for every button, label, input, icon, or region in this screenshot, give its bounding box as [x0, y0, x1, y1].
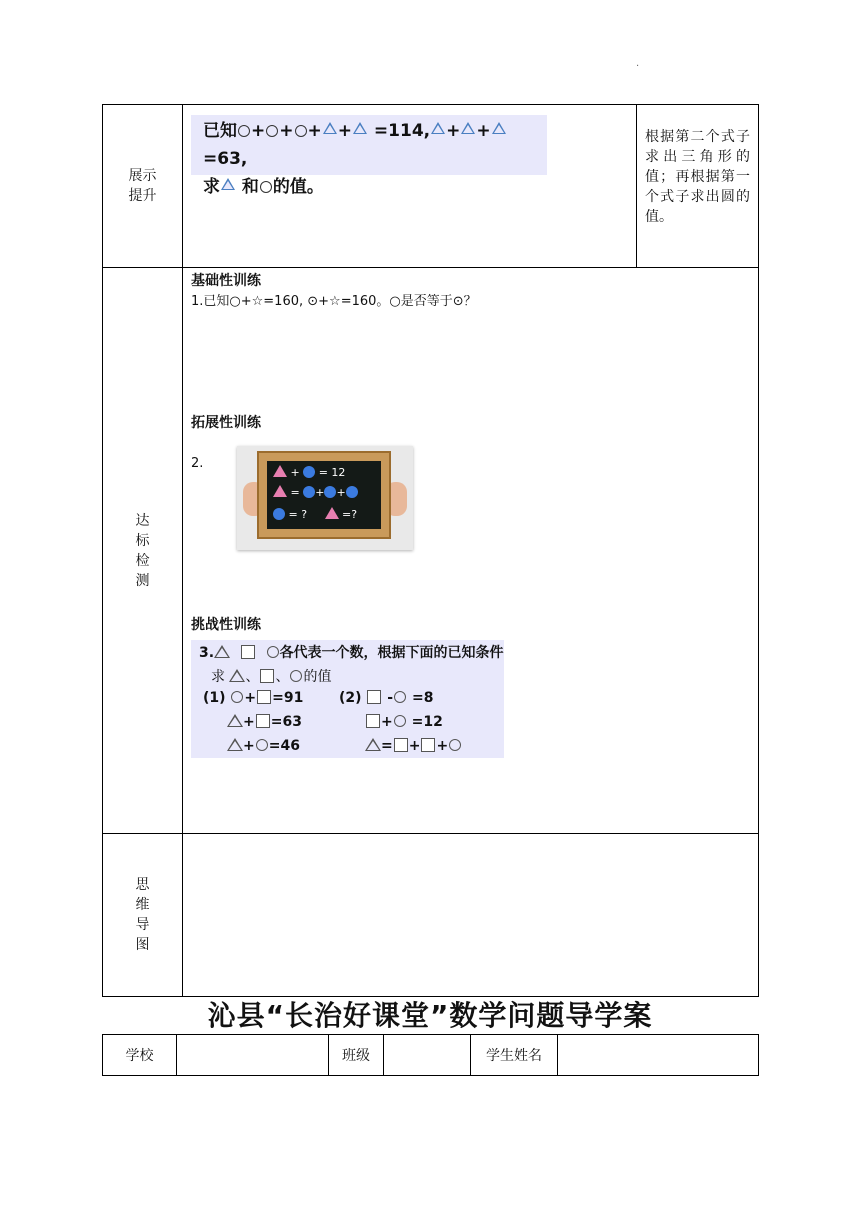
triangle-icon [227, 738, 243, 751]
triangle-icon [365, 738, 381, 751]
triangle-icon [323, 122, 337, 134]
q3-eq-2: + =63 [227, 714, 302, 730]
circle-icon [260, 181, 272, 193]
blue-circle-icon [346, 486, 358, 498]
chalkboard [267, 461, 381, 529]
row-check-label-cell [103, 268, 183, 834]
circle-icon [267, 646, 279, 658]
triangle-icon [461, 122, 475, 134]
hint-text: 根据第二个式子求出三角形的值；再根据第一个式子求出圆的值。 [645, 129, 750, 225]
q3-eq-3: + =46 [227, 738, 300, 754]
chalkboard-image [237, 446, 413, 550]
row-mind-label-cell [103, 834, 183, 997]
q3-eq-6: = + + [365, 738, 462, 754]
circle-icon [295, 125, 307, 137]
lesson-table [102, 104, 759, 997]
row-check-content [183, 268, 759, 834]
basic-training-title: 基础性训练 [191, 273, 261, 289]
question-1: 1.已知○+☆=160, ⊙+☆=160。○是否等于⊙？ [191, 294, 477, 309]
q3-eq-5: + =12 [365, 714, 443, 730]
row-show-content [183, 105, 637, 268]
square-icon [256, 714, 270, 728]
row-show [103, 105, 759, 268]
circle-icon [266, 125, 278, 137]
student-info-table [102, 1034, 759, 1076]
circle-icon [449, 739, 461, 751]
chalkboard-frame [257, 451, 391, 539]
problem-box-challenge [191, 640, 504, 758]
blue-circle-icon [303, 486, 315, 498]
challenge-training-title: 挑战性训练 [191, 617, 261, 633]
square-icon [394, 738, 408, 752]
triangle-icon [229, 669, 245, 682]
square-icon [260, 669, 274, 683]
triangle-icon [214, 645, 230, 658]
student-name-label: 学生姓名 [471, 1035, 558, 1076]
pink-triangle-icon [325, 507, 339, 519]
square-icon [366, 714, 380, 728]
circle-icon [290, 670, 302, 682]
triangle-icon [227, 714, 243, 727]
board-line-2: = + + [273, 485, 358, 499]
class-field[interactable] [384, 1035, 471, 1076]
circle-icon [238, 125, 250, 137]
q3-eq-1: (1) + =91 [203, 690, 304, 706]
square-icon [257, 690, 271, 704]
q3-line-2: 求 、 、 的值 [211, 669, 332, 685]
pink-triangle-icon [273, 465, 287, 477]
square-icon [241, 645, 255, 659]
triangle-icon [353, 122, 367, 134]
square-icon [367, 690, 381, 704]
row-mind [103, 834, 759, 997]
header-mark: . [636, 58, 640, 69]
school-label: 学校 [103, 1035, 177, 1076]
row-check-label: 达标检测 [135, 512, 150, 589]
circle-icon [256, 739, 268, 751]
row-show-label: 展示提升 [128, 168, 157, 204]
board-line-1: + = 12 [273, 465, 345, 479]
problem-line-2 [203, 173, 535, 201]
problem-line-1: 已知 + + + + =114, + +=63, [203, 117, 535, 173]
class-label: 班级 [329, 1035, 384, 1076]
circle-icon [394, 715, 406, 727]
row-mind-content [183, 834, 759, 997]
tail-text: 的值。 [272, 177, 324, 197]
eq1-value: =114, [373, 121, 431, 141]
question-2-number: 2. [191, 456, 204, 471]
circle-icon [231, 691, 243, 703]
triangle-icon [431, 122, 445, 134]
triangle-icon [221, 178, 235, 190]
blue-circle-icon [273, 508, 285, 520]
problem-known-text: 已知 [203, 121, 237, 141]
square-icon [421, 738, 435, 752]
and-text: 和 [241, 177, 259, 197]
document-headline: 沁县“长治好课堂”数学问题导学案 [207, 999, 653, 1032]
q3-line-1: 3. 各代表一个数，根据下面的已知条件 [199, 645, 504, 661]
blue-circle-icon [303, 466, 315, 478]
school-field[interactable] [177, 1035, 329, 1076]
extend-training-title: 拓展性训练 [191, 415, 261, 431]
problem-box-show [191, 115, 547, 197]
pink-triangle-icon [273, 485, 287, 497]
row-check [103, 268, 759, 834]
triangle-icon [492, 122, 506, 134]
ask-text: 求 [203, 177, 220, 197]
blue-circle-icon [324, 486, 336, 498]
q3-eq-4: (2) - =8 [339, 690, 434, 706]
eq2-value: =63, [203, 149, 248, 169]
circle-icon [394, 691, 406, 703]
row-mind-label: 思维导图 [135, 877, 150, 953]
board-line-3: = ? =? [273, 507, 357, 521]
student-name-field[interactable] [558, 1035, 759, 1076]
row-show-label-cell [103, 105, 183, 268]
row-show-hint-cell [637, 105, 759, 268]
